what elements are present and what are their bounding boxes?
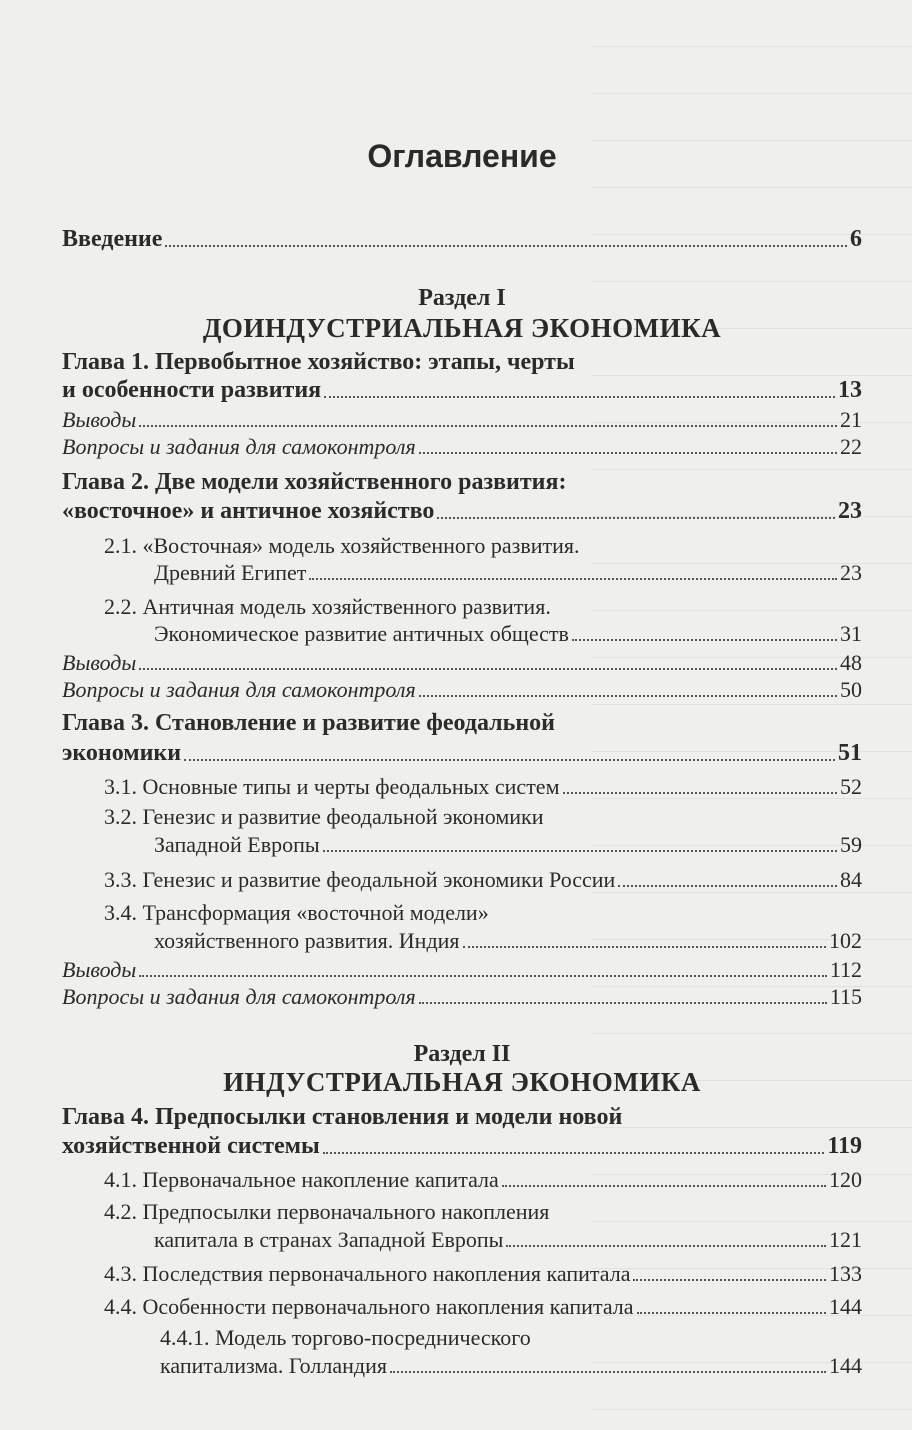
dot-leader — [463, 945, 826, 948]
toc-page — [62, 0, 862, 1430]
toc-entry-4-2[interactable] — [154, 1226, 862, 1253]
section-title-line: 2.2. Античная модель хозяйственного развития. — [104, 594, 551, 619]
toc-entry-text: Введение — [62, 226, 163, 252]
toc-entry-3-2[interactable] — [154, 831, 862, 858]
toc-entry-ch2-questions[interactable] — [62, 676, 862, 703]
toc-entry-chapter-3[interactable] — [62, 740, 862, 767]
toc-page-number: 144 — [829, 1294, 862, 1319]
toc-entry-text: хозяйственной системы — [62, 1133, 320, 1159]
toc-entry-intro[interactable] — [62, 226, 862, 253]
section-title-line: 3.4. Трансформация «восточной модели» — [104, 900, 489, 925]
dot-leader — [419, 451, 837, 454]
section-title-line: 4.2. Предпосылки первоначального накопления — [104, 1199, 550, 1224]
toc-entry-chapter-4[interactable] — [62, 1133, 862, 1160]
toc-entry-text: Вопросы и задания для самоконтроля — [62, 677, 416, 702]
toc-entry-ch3-conclusions[interactable] — [62, 956, 862, 983]
toc-page-number: 21 — [840, 407, 862, 432]
toc-page-number: 48 — [840, 650, 862, 675]
dot-leader — [184, 758, 835, 761]
toc-entry-text: 3.3. Генезис и развитие феодальной экономики России — [104, 867, 616, 892]
toc-entry-ch3-questions[interactable] — [62, 983, 862, 1010]
toc-page-number: 120 — [829, 1167, 862, 1192]
toc-entry-chapter-1[interactable] — [62, 377, 862, 404]
dot-leader — [572, 638, 837, 641]
toc-page-number: 84 — [840, 867, 862, 892]
section-title-line: 3.2. Генезис и развитие феодальной экономики — [104, 804, 544, 829]
chapter-title-line: Глава 4. Предпосылки становления и модели новой — [62, 1104, 623, 1130]
toc-page-number: 133 — [829, 1261, 862, 1286]
toc-page-number: 22 — [840, 434, 862, 459]
toc-entry-ch1-conclusions[interactable] — [62, 406, 862, 433]
dot-leader — [419, 1001, 827, 1004]
toc-entry-text: «восточное» и античное хозяйство — [62, 498, 435, 524]
toc-entry-4-1[interactable] — [104, 1166, 862, 1193]
dot-leader — [139, 667, 837, 670]
toc-page-number: 13 — [838, 377, 862, 403]
toc-page-number: 51 — [838, 740, 862, 766]
dot-leader — [139, 424, 837, 427]
section-label: Раздел II — [413, 1041, 511, 1067]
toc-entry-3-1[interactable] — [104, 773, 862, 800]
toc-page-number: 102 — [829, 928, 862, 953]
toc-entry-4-4-1[interactable] — [160, 1352, 862, 1379]
toc-entry-text: Западной Европы — [154, 832, 320, 857]
toc-entry-3-4[interactable] — [154, 927, 862, 954]
toc-entry-3-3[interactable] — [104, 866, 862, 893]
toc-page-number: 31 — [840, 621, 862, 646]
section-title: ИНДУСТРИАЛЬНАЯ ЭКОНОМИКА — [223, 1067, 701, 1097]
section-title-line: 2.1. «Восточная» модель хозяйственного развития. — [104, 533, 580, 558]
toc-entry-text: Выводы — [62, 407, 137, 432]
toc-entry-4-4[interactable] — [104, 1293, 862, 1320]
toc-entry-text: 4.1. Первоначальное накопление капитала — [104, 1167, 499, 1192]
toc-entry-text: капитала в странах Западной Европы — [154, 1227, 504, 1252]
chapter-title-line: Глава 2. Две модели хозяйственного развития: — [62, 469, 567, 495]
dot-leader — [165, 244, 847, 247]
toc-entry-text: 4.3. Последствия первоначального накопления капитала — [104, 1261, 631, 1286]
chapter-title-line: Глава 3. Становление и развитие феодальной — [62, 710, 555, 736]
dot-leader — [506, 1244, 826, 1247]
toc-entry-text: экономики — [62, 740, 182, 766]
toc-entry-2-1[interactable] — [154, 559, 862, 586]
toc-entry-text: хозяйственного развития. Индия — [154, 928, 460, 953]
dot-leader — [502, 1184, 826, 1187]
toc-entry-ch1-questions[interactable] — [62, 433, 862, 460]
subsection-title-line: 4.4.1. Модель торгово-посреднического — [160, 1325, 531, 1350]
dot-leader — [633, 1278, 826, 1281]
toc-page-number: 50 — [840, 677, 862, 702]
toc-entry-text: и особенности развития — [62, 377, 322, 403]
toc-entry-text: Древний Египет — [154, 560, 307, 585]
toc-entry-text: Экономическое развитие античных обществ — [154, 621, 569, 646]
chapter-title-line: Глава 1. Первобытное хозяйство: этапы, черты — [62, 349, 575, 375]
dot-leader — [637, 1311, 826, 1314]
dot-leader — [618, 884, 837, 887]
dot-leader — [419, 694, 837, 697]
toc-page-number: 119 — [827, 1133, 862, 1159]
toc-page-number: 144 — [829, 1353, 862, 1378]
toc-page-number: 59 — [840, 832, 862, 857]
toc-entry-ch2-conclusions[interactable] — [62, 649, 862, 676]
dot-leader — [323, 1151, 825, 1154]
toc-entry-chapter-2[interactable] — [62, 498, 862, 525]
dot-leader — [563, 791, 838, 794]
toc-page-number: 23 — [838, 498, 862, 524]
page-title: Оглавление — [367, 138, 557, 174]
toc-entry-text: Выводы — [62, 957, 137, 982]
toc-entry-text: Вопросы и задания для самоконтроля — [62, 984, 416, 1009]
toc-entry-2-2[interactable] — [154, 620, 862, 647]
toc-page-number: 23 — [840, 560, 862, 585]
section-label: Раздел I — [418, 285, 506, 311]
toc-entry-text: 4.4. Особенности первоначального накопления капитала — [104, 1294, 634, 1319]
toc-page-number: 52 — [840, 774, 862, 799]
toc-entry-4-3[interactable] — [104, 1260, 862, 1287]
section-title: ДОИНДУСТРИАЛЬНАЯ ЭКОНОМИКА — [202, 313, 722, 343]
dot-leader — [323, 849, 837, 852]
dot-leader — [309, 577, 837, 580]
toc-entry-text: 3.1. Основные типы и черты феодальных систем — [104, 774, 560, 799]
toc-page-number: 115 — [829, 984, 862, 1009]
toc-entry-text: капитализма. Голландия — [160, 1353, 387, 1378]
toc-entry-text: Выводы — [62, 650, 137, 675]
dot-leader — [324, 395, 835, 398]
toc-page-number: 6 — [850, 226, 862, 252]
dot-leader — [390, 1370, 826, 1373]
dot-leader — [437, 516, 835, 519]
toc-page-number: 121 — [829, 1227, 862, 1252]
dot-leader — [139, 974, 826, 977]
toc-page-number: 112 — [829, 957, 862, 982]
toc-entry-text: Вопросы и задания для самоконтроля — [62, 434, 416, 459]
